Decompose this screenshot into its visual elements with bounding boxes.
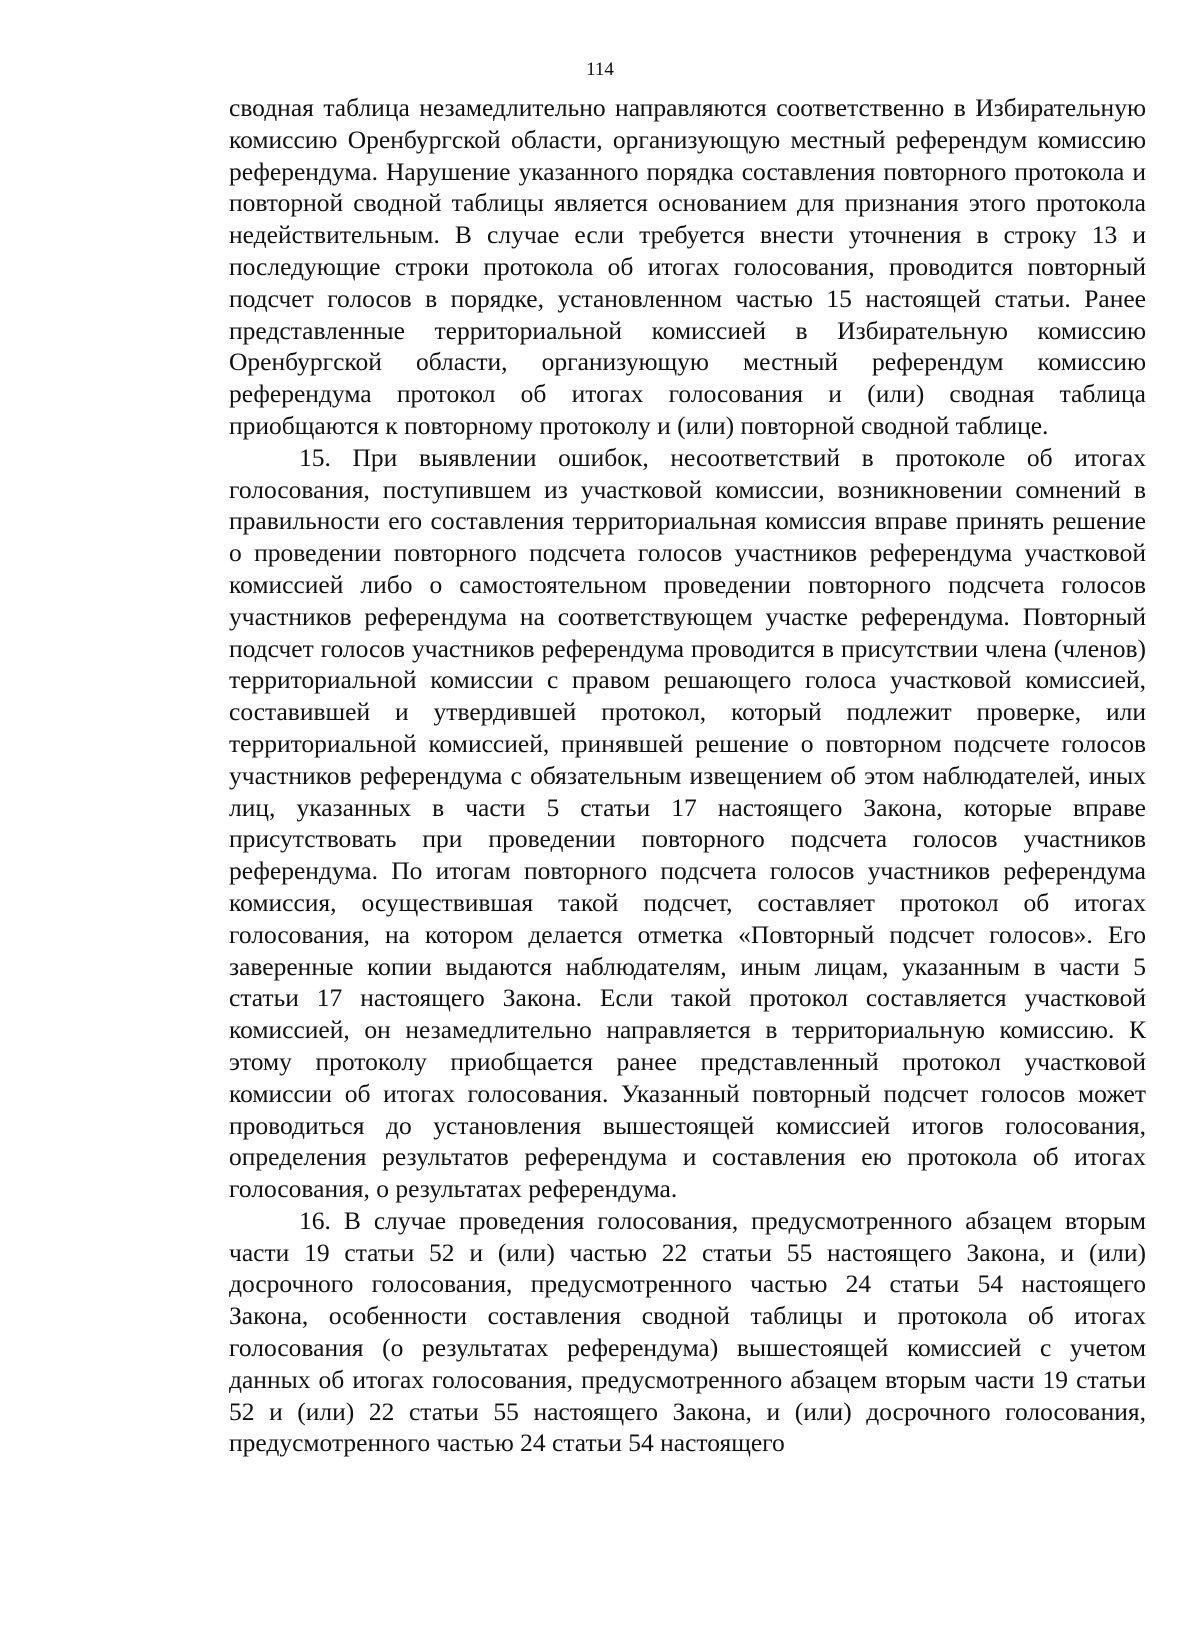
paragraph-item-15: 15. При выявлении ошибок, несоответствий в протоколе об итогах голосования, поступившем из участковой комиссии, возникновении сомнений в правильности его составления территориальная комиссия вправе принять решение о проведении повторного подсчета голосов участников референдума участковой комиссией либо о самостоятельном проведении повторного подсчета голосов участников референдума на соответствующем участке референдума. Повторный подсчет голосов участников референдума проводится в присутствии члена (членов) территориальной комиссии с правом решающего голоса участковой комиссией, составившей и утвердившей протокол, который подлежит проверке, или территориальной комиссией, принявшей решение о повторном подсчете голосов участников референдума с обязательным извещением об этом наблюдателей, иных лиц, указанных в части 5 статьи 17 настоящего Закона, которые вправе присутствовать при проведении повторного подсчета голосов участников референдума. По итогам повторного подсчета голосов участников референдума комиссия, осуществившая такой подсчет, составляет протокол об итогах голосования, на котором делается отметка «Повторный подсчет голосов». Его заверенные копии выдаются наблюдателям, иным лицам, указанным в части 5 статьи 17 настоящего Закона. Если такой протокол составляется участковой комиссией, он незамедлительно направляется в территориальную комиссию. К этому протоколу приобщается ранее представленный протокол участковой комиссии об итогах голосования. Указанный повторный подсчет голосов может проводиться до установления вышестоящей комиссией итогов голосования, определения результатов референдума и составления ею протокола об итогах голосования, о результатах референдума. xyxy=(229,442,1146,1204)
document-body xyxy=(229,92,1146,1459)
page-number: 114 xyxy=(586,59,614,80)
paragraph-item-16: 16. В случае проведения голосования, предусмотренного абзацем вторым части 19 статьи 52 и (или) частью 22 статьи 55 настоящего Закона, и (или) досрочного голосования, предусмотренного частью 24 статьи 54 настоящего Закона, особенности составления сводной таблицы и протокола об итогах голосования (о результатах референдума) вышестоящей комиссией с учетом данных об итогах голосования, предусмотренного абзацем вторым части 19 статьи 52 и (или) 22 статьи 55 настоящего Закона, и (или) досрочного голосования, предусмотренного частью 24 статьи 54 настоящего xyxy=(229,1205,1146,1458)
paragraph-continuation: сводная таблица незамедлительно направляются соответственно в Избирательную комиссию Оренбургской области, организующую местный референдум комиссию референдума. Нарушение указанного порядка составления повторного протокола и повторной сводной таблицы является основанием для признания этого протокола недействительным. В случае если требуется внести уточнения в строку 13 и последующие строки протокола об итогах голосования, проводится повторный подсчет голосов в порядке, установленном частью 15 настоящей статьи. Ранее представленные территориальной комиссией в Избирательную комиссию Оренбургской области, организующую местный референдум комиссию референдума протокол об итогах голосования и (или) сводная таблица приобщаются к повторному протоколу и (или) повторной сводной таблице. xyxy=(229,93,1146,440)
